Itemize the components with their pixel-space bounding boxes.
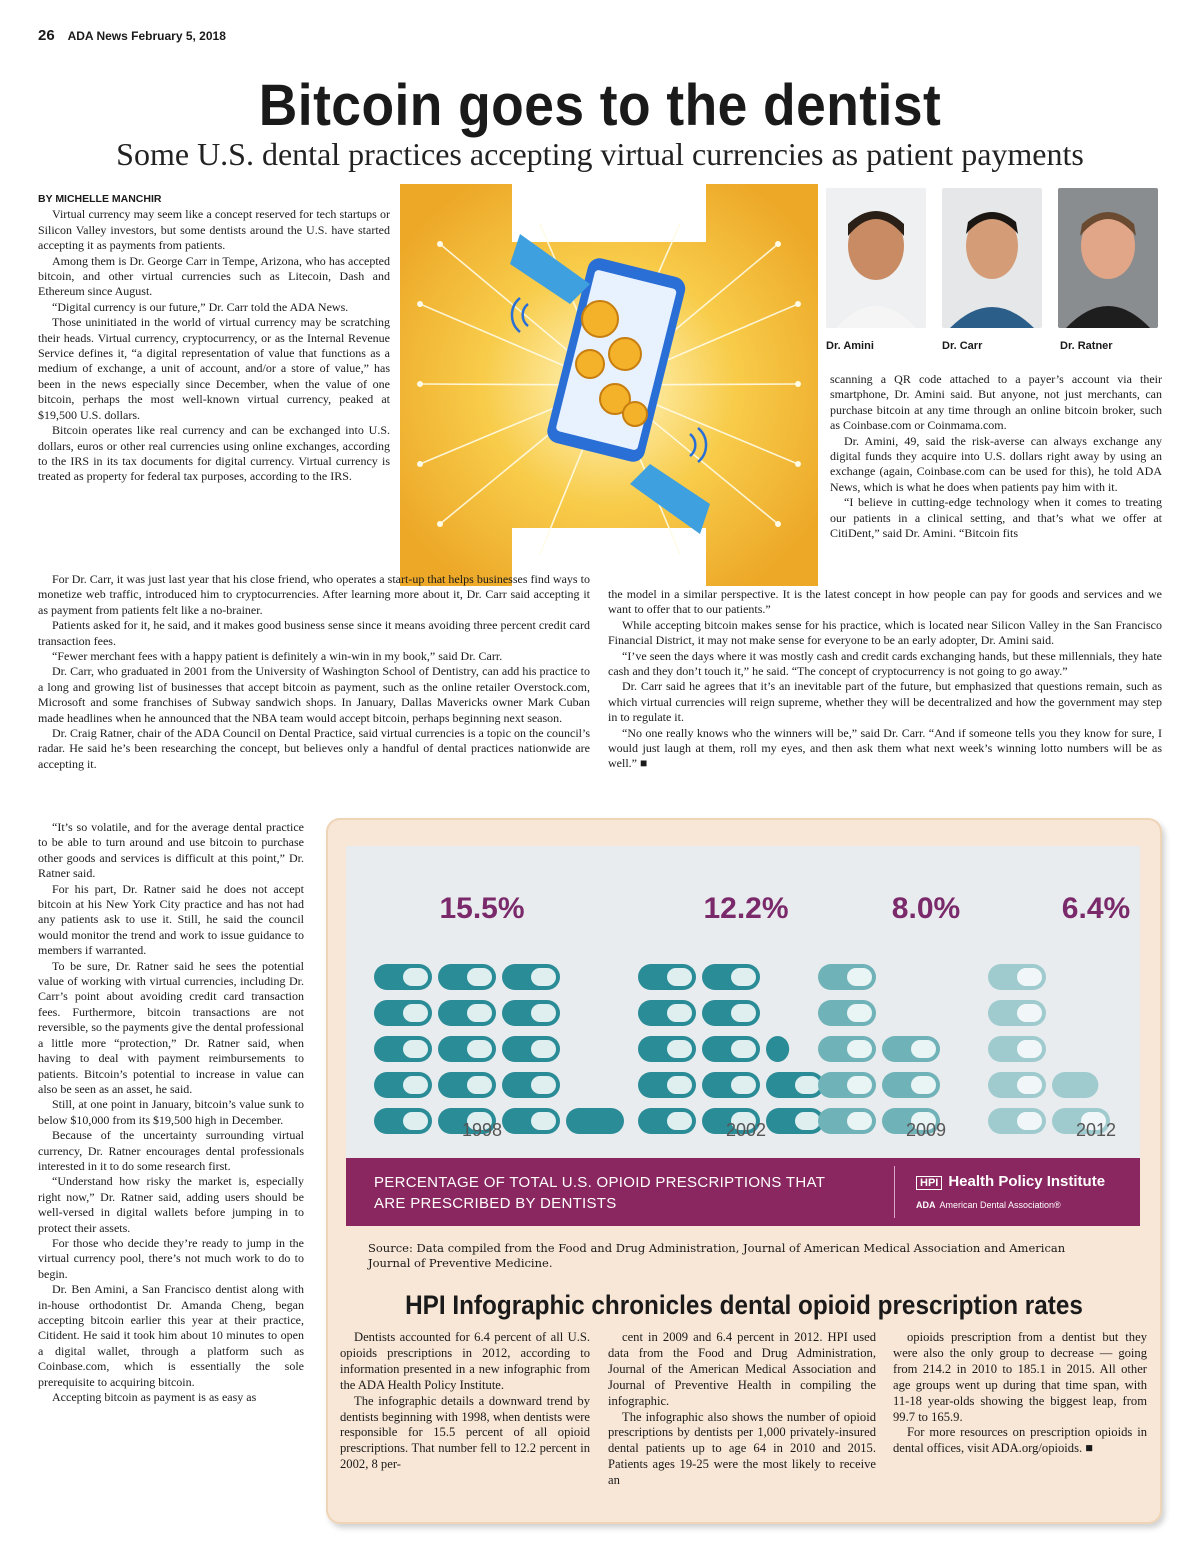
paragraph: The infographic details a downward trend by dentists beginning with 1998, when dentists were responsible for 15.5 percent of all opioid prescriptions. That number fell to 12.2 percent in 2002, 8 per- [340, 1393, 590, 1472]
value-label: 6.4% [1061, 892, 1131, 925]
paragraph: “No one really knows who the winners will be,” said Dr. Carr. “And if someone tells you they know for sure, I would just laugh at them, roll my eyes, and then ask them what next week’s winning lotto numbers will be as well.” ■ [608, 725, 1162, 771]
capsule-mark [702, 1036, 760, 1062]
capsule-mark [988, 1000, 1046, 1026]
paragraph: scanning a QR code attached to a payer’s account via their smartphone, Dr. Amini said. But anyone, not just merchants, can purchase bitcoin at any time through an online bitcoin broker, such as Coinbase.com or Coinmama.com. [830, 372, 1162, 433]
paragraph: Still, at one point in January, bitcoin’s value sunk to below $10,000 from its $19,500 high in December. [38, 1097, 304, 1127]
capsule-mark [374, 1000, 432, 1026]
capsule-mark [818, 1108, 876, 1134]
col-a-paragraphs [38, 207, 390, 484]
sidebar-headline: HPI Infographic chronicles dental opioid prescription rates [405, 1290, 1083, 1320]
sidebar-column-1 [340, 1330, 590, 1473]
capsule-mark [638, 1000, 696, 1026]
banner-line-2: ARE PRESCRIBED BY DENTISTS [374, 1195, 617, 1212]
capsule-mark [438, 1000, 496, 1026]
capsule-mark [818, 1072, 876, 1098]
capsule-mark [638, 1072, 696, 1098]
page-number: 26 [38, 27, 55, 44]
article-column-wide [38, 572, 590, 772]
capsule-mark [638, 964, 696, 990]
article-column-b [38, 820, 304, 1405]
banner-line-1: PERCENTAGE OF TOTAL U.S. OPIOID PRESCRIPTIONS THAT [374, 1174, 826, 1191]
year-label: 2002 [725, 1120, 767, 1140]
paragraph: “It’s so volatile, and for the average dental practice to be able to turn around and use bitcoin to purchase other goods and services is difficult at this point,” Dr. Ratner said. [38, 820, 304, 881]
col-right-paragraphs [830, 372, 1162, 541]
paragraph: For more resources on prescription opioids in dental offices, visit ADA.org/opioids. ■ [893, 1425, 1147, 1456]
portrait-dr-carr [942, 188, 1042, 328]
capsule-mark [818, 1036, 876, 1062]
paragraph: “I’ve seen the days where it was mostly cash and credit cards exchanging hands, but these millennials, they hate cash and they don’t touch it,” he said. “The concept of cryptocurrency is not going to go away.” [608, 648, 1162, 679]
banner-divider [894, 1166, 895, 1218]
paragraph: Bitcoin operates like real currency and can be exchanged into U.S. dollars, euros or other real currencies using online exchanges, according to the IRS in its tax documents for digital currency. Virtual currency is treated as property for federal tax purposes, according to the IRS. [38, 423, 390, 484]
paragraph: Dr. Craig Ratner, chair of the ADA Council on Dental Practice, said virtual currencies is a topic on the council’s radar. He said he’s been researching the concept, but believes only a handful of dental practices nationwide are accepting it. [38, 726, 590, 771]
ada-name: American Dental Association® [939, 1200, 1061, 1210]
paragraph: “Fewer merchant fees with a happy patient is definitely a win-win in my book,” said Dr. Carr. [52, 649, 503, 664]
capsule-mark [502, 1000, 560, 1026]
article-column-a [38, 192, 390, 485]
publication-date: ADA News February 5, 2018 [67, 29, 226, 43]
sidebar-col1-paragraphs [340, 1330, 590, 1473]
banner-title [374, 1172, 825, 1214]
capsule-mark [818, 1000, 876, 1026]
capsule-mark [882, 1036, 940, 1062]
capsule-mark [374, 1072, 432, 1098]
capsule-mark [566, 1108, 624, 1134]
capsule-mark [438, 1072, 496, 1098]
capsule-mark [702, 1072, 760, 1098]
paragraph: Those uninitiated in the world of virtual currency may be scratching their heads. Virtual currency, cryptocurrency, or as the Internal Revenue Service defines it, “a digital representation of value that functions as a medium of exchange, a unit of account, and/or a store of value,” has been in the news especially since December, when the value of one bitcoin, perhaps the most well-known virtual currency, peaked at $19,500 U.S. dollars. [38, 315, 390, 422]
col-b-paragraphs [38, 820, 304, 1405]
paragraph: For those who decide they’re ready to jump in the virtual currency pool, there’s not much work to do to begin. [38, 1235, 304, 1281]
capsule-mark [818, 964, 876, 990]
year-label: 1998 [461, 1120, 503, 1140]
sidebar-col2-paragraphs [608, 1330, 876, 1489]
value-label: 8.0% [891, 892, 961, 925]
folio [38, 27, 226, 44]
paragraph: Dr. Ben Amini, a San Francisco dentist along with in-house orthodontist Dr. Amanda Cheng, began accepting bitcoin earlier this year at their practice, Citident. He said it took him about 10 minutes to open a digital wallet, through a platform such as Coinbase.com, which is essentially the sole prerequisite to acquiring bitcoin. [38, 1282, 304, 1389]
paragraph: Patients asked for it, he said, and it makes good business sense since it means avoiding three percent credit card transaction fees. [38, 618, 590, 648]
paragraph: Dr. Amini, 49, said the risk-averse can always exchange any digital funds they acquire into U.S. dollars right away by using an exchange (again, Coinbase.com can be used for this), he told ADA News, which is what he does when patients pay him with it. [830, 433, 1162, 494]
paragraph: While accepting bitcoin makes sense for his practice, which is located near Silicon Valley in the San Francisco Financial District, it may not make sense for everyone to be an early adopter, Dr. Amini said. [608, 617, 1162, 648]
byline: BY MICHELLE MANCHIR [38, 193, 162, 205]
hpi-name: Health Policy Institute [948, 1173, 1106, 1190]
capsule-mark [702, 964, 760, 990]
paragraph: For Dr. Carr, it was just last year that his close friend, who operates a start-up that helps businesses find ways to monetize web traffic, introduced him to cryptocurrencies. After learning more about it, Dr. Carr said accepting it as payment from patients felt like a no-brainer. [38, 572, 590, 617]
paragraph: the model in a similar perspective. It is the latest concept in how people can pay for goods and services and we want to offer that to our patients.” [608, 587, 1162, 617]
hpi-logo-mark: HPI [916, 1176, 942, 1190]
paragraph: The infographic also shows the number of opioid prescriptions by dentists per 1,000 privately-insured dental patients up to age 64 in 2010 and 2015. Patients ages 19-25 were the most likely to receive an [608, 1409, 876, 1488]
paragraph: Because of the uncertainty surrounding virtual currency, Dr. Ratner encourages dental professionals interested in it to do some research first. [38, 1128, 304, 1173]
col-wide-paragraphs [38, 572, 590, 772]
paragraph: “I believe in cutting-edge technology when it comes to treating our patients in a clinical setting, and that’s what we offer at CitiDent,” said Dr. Amini. “Bitcoin fits [830, 495, 1162, 541]
paragraph: Accepting bitcoin as payment is as easy as [52, 1390, 257, 1405]
sidebar-column-3 [893, 1330, 1147, 1457]
capsule-mark [374, 1108, 432, 1134]
capsule-mark [374, 1036, 432, 1062]
capsule-mark [766, 1108, 824, 1134]
capsule-mark [766, 1072, 824, 1098]
paragraph: opioids prescription from a dentist but they were also the only group to decrease — going from 214.2 in 2010 to 185.1 in 2015. All other age groups went up during that time span, with 11-18 year-olds showing the biggest leap, from 99.7 to 165.9. [893, 1330, 1147, 1424]
paragraph: Among them is Dr. George Carr in Tempe, Arizona, who has accepted bitcoin, and other virtual currencies such as Litecoin, Dash and Ethereum since August. [38, 253, 390, 299]
value-label: 12.2% [703, 892, 789, 925]
paragraph: “Understand how risky the market is, especially right now,” Dr. Ratner said, adding users should be well-versed in digital wallets before jumping in to protect their assets. [38, 1174, 304, 1235]
sidebar-col3-paragraphs [893, 1330, 1147, 1457]
capsule-mark [1052, 1072, 1098, 1098]
subheadline: Some U.S. dental practices accepting virtual currencies as patient payments [116, 136, 1084, 172]
capsule-mark [638, 1036, 696, 1062]
capsule-mark [988, 1108, 1046, 1134]
year-label: 2009 [905, 1120, 947, 1140]
col-right2-paragraphs [608, 587, 1162, 772]
headline: Bitcoin goes to the dentist [258, 73, 942, 138]
paragraph: For his part, Dr. Ratner said he does not accept bitcoin at his New York City practice and has not had any patients ask to use it. Still, he said the council would monitor the trend and work to issue guidance to members if warranted. [38, 881, 304, 958]
capsule-mark [638, 1108, 696, 1134]
ada-logo-mark: ADA [916, 1200, 936, 1210]
capsule-mark [988, 1072, 1046, 1098]
portrait-dr-amini [826, 188, 926, 328]
capsule-mark [374, 964, 432, 990]
year-label: 2012 [1075, 1120, 1117, 1140]
infographic-banner [346, 1158, 1140, 1226]
paragraph: Dentists accounted for 6.4 percent of all U.S. opioids prescriptions in 2012, according to information presented in a new infographic from the ADA Health Policy Institute. [340, 1330, 590, 1392]
ada-logo [916, 1200, 1061, 1210]
caption-dr-carr: Dr. Carr [942, 340, 983, 352]
paragraph: cent in 2009 and 6.4 percent in 2012. HPI used data from the Food and Drug Administration, Journal of the American Medical Association and Journal of Preventive Health in compiling the infographic. [608, 1330, 876, 1408]
bitcoin-phone-illustration [400, 184, 818, 586]
capsule-mark [502, 1036, 560, 1062]
capsule-mark [502, 964, 560, 990]
paragraph: “Digital currency is our future,” Dr. Carr told the ADA News. [52, 299, 349, 314]
infographic-source: Source: Data compiled from the Food and Drug Administration, Journal of American Medical Association and American Journal of Preventive Medicine. [368, 1241, 1066, 1270]
paragraph: Dr. Carr, who graduated in 2001 from the University of Washington School of Dentistry, can add his practice to a long and growing list of businesses that accept bitcoin as payment, such as the online retailer Overstock.com, Microsoft and some franchises of Subway sandwich shops. In January, Dallas Mavericks owner Mark Cuban made headlines when he announced that the NBA team would accept bitcoin, perhaps beginning next season. [38, 664, 590, 725]
capsule-mark [988, 1036, 1046, 1062]
caption-dr-ratner: Dr. Ratner [1060, 340, 1113, 352]
capsule-mark [882, 1072, 940, 1098]
capsule-mark [502, 1108, 560, 1134]
value-label: 15.5% [439, 892, 525, 925]
portrait-dr-ratner [1058, 188, 1158, 328]
capsule-mark [988, 964, 1046, 990]
sidebar-column-2 [608, 1330, 876, 1489]
article-column-right [830, 372, 1162, 541]
capsule-mark [502, 1072, 560, 1098]
caption-dr-amini: Dr. Amini [826, 340, 874, 352]
capsule-mark [702, 1000, 760, 1026]
hpi-logo [916, 1173, 1105, 1190]
capsule-mark [438, 964, 496, 990]
paragraph: To be sure, Dr. Ratner said he sees the potential value of working with virtual currencies, including Dr. Carr’s point about avoiding credit card transaction fees. Furthermore, bitcoin transactions are not reversible, so the payments give the dental professional a little more “protection,” Dr. Ratner said, when having to deal with payment reimbursements to patients. Bitcoin’s potential to increase in value can also be seen as an asset, he said. [38, 958, 304, 1096]
paragraph: Dr. Carr said he agrees that it’s an inevitable part of the future, but emphasized that questions remain, such as which virtual currencies will reign supreme, whether they will be decentralized and how the government may step in to regulate it. [608, 679, 1162, 725]
article-column-right-lower [608, 587, 1162, 772]
capsule-mark [766, 1036, 789, 1062]
paragraph: Virtual currency may seem like a concept reserved for tech startups or Silicon Valley investors, but some dentists around the U.S. have started accepting it as payments from patients. [38, 207, 390, 253]
capsule-mark [438, 1036, 496, 1062]
